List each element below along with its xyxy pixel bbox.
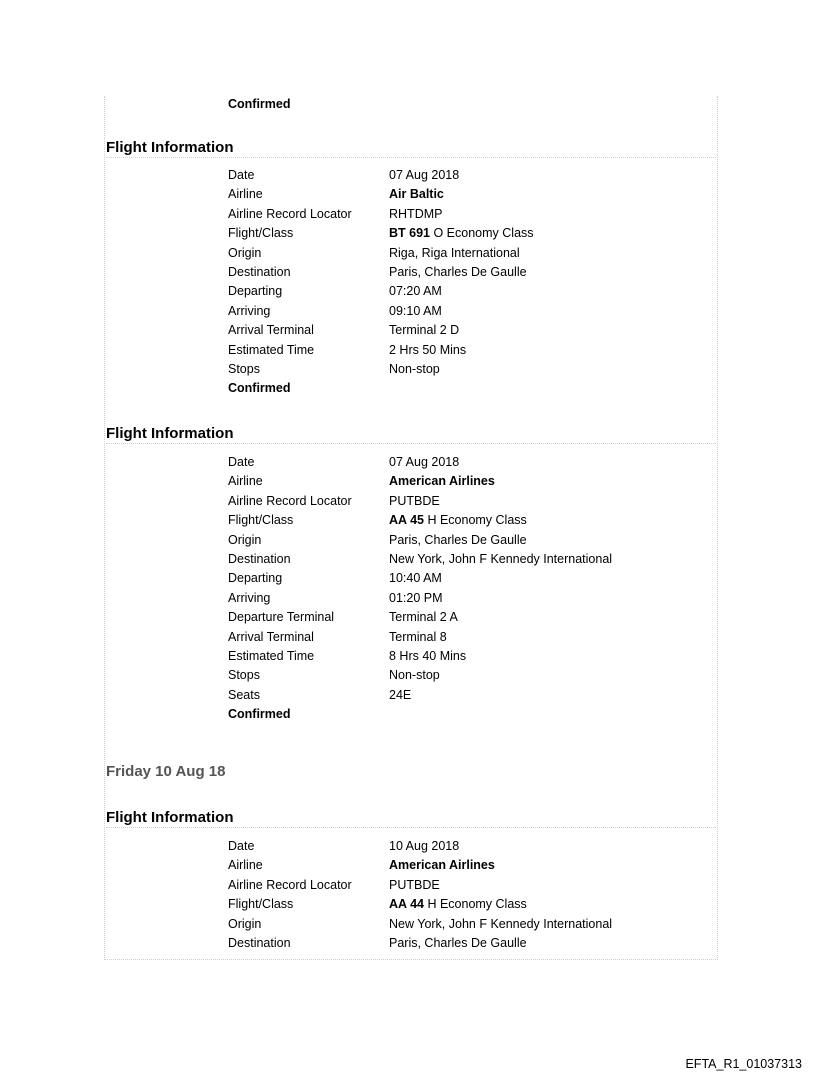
field-label-airline-record-locator: Airline Record Locator	[228, 207, 352, 221]
field-label-destination: Destination	[228, 552, 291, 566]
field-value-date: 10 Aug 2018	[389, 839, 460, 853]
field-value-airline: American Airlines	[389, 474, 495, 488]
field-label-arriving: Arriving	[228, 591, 271, 605]
booking-class: H Economy Class	[427, 897, 527, 911]
field-label-stops: Stops	[228, 362, 260, 376]
field-label-seats: Seats	[228, 688, 260, 702]
field-value-departure-terminal: Terminal 2 A	[389, 610, 458, 624]
field-label-airline: Airline	[228, 858, 263, 872]
footer-document-id: EFTA_R1_01037313	[685, 1057, 802, 1071]
field-label-airline: Airline	[228, 474, 263, 488]
field-label-date: Date	[228, 168, 255, 182]
field-label-date: Date	[228, 455, 255, 469]
field-label-arriving: Arriving	[228, 304, 271, 318]
field-value-destination: Paris, Charles De Gaulle	[389, 936, 527, 950]
field-value-arrival-terminal: Terminal 8	[389, 630, 447, 644]
field-label-arrival-terminal: Arrival Terminal	[228, 323, 314, 337]
field-label-departure-terminal: Departure Terminal	[228, 610, 335, 624]
field-value-arriving: 01:20 PM	[389, 591, 443, 605]
field-value-destination: New York, John F Kennedy International	[389, 552, 613, 566]
field-label-flight-class: Flight/Class	[228, 226, 294, 240]
field-value-flight-class	[389, 512, 527, 528]
field-value-airline-record-locator: RHTDMP	[389, 207, 443, 221]
field-label-destination: Destination	[228, 936, 291, 950]
field-label-origin: Origin	[228, 533, 262, 547]
field-value-origin: Paris, Charles De Gaulle	[389, 533, 527, 547]
field-label-flight-class: Flight/Class	[228, 513, 294, 527]
field-value-departing: 10:40 AM	[389, 571, 442, 585]
field-label-flight-class: Flight/Class	[228, 897, 294, 911]
flight-number: BT 691	[389, 226, 430, 240]
field-label-airline-record-locator: Airline Record Locator	[228, 878, 352, 892]
field-label-date: Date	[228, 839, 255, 853]
field-label-airline: Airline	[228, 187, 263, 201]
field-value-date: 07 Aug 2018	[389, 168, 460, 182]
booking-class: O Economy Class	[433, 226, 534, 240]
flight-info-heading: Flight Information	[106, 138, 716, 158]
field-value-flight-class	[389, 896, 527, 912]
flight-info-heading: Flight Information	[106, 424, 716, 444]
field-label-arrival-terminal: Arrival Terminal	[228, 630, 314, 644]
field-label-estimated-time: Estimated Time	[228, 649, 315, 663]
field-value-airline: American Airlines	[389, 858, 495, 872]
field-value-arriving: 09:10 AM	[389, 304, 442, 318]
flight-info-heading: Flight Information	[106, 808, 716, 828]
booking-class: H Economy Class	[427, 513, 527, 527]
field-value-stops: Non-stop	[389, 668, 440, 682]
top-status: Confirmed	[228, 97, 291, 111]
field-label-stops: Stops	[228, 668, 260, 682]
field-value-arrival-terminal: Terminal 2 D	[389, 323, 460, 337]
field-value-date: 07 Aug 2018	[389, 455, 460, 469]
segment-status: Confirmed	[228, 381, 291, 395]
field-value-airline: Air Baltic	[389, 187, 444, 201]
segment-status: Confirmed	[228, 707, 291, 721]
field-label-departing: Departing	[228, 284, 283, 298]
field-value-airline-record-locator: PUTBDE	[389, 878, 440, 892]
day-heading: Friday 10 Aug 18	[106, 763, 226, 780]
flight-number: AA 45	[389, 513, 424, 527]
field-value-estimated-time: 8 Hrs 40 Mins	[389, 649, 467, 663]
field-label-departing: Departing	[228, 571, 283, 585]
field-label-estimated-time: Estimated Time	[228, 343, 315, 357]
field-value-seats: 24E	[389, 688, 412, 702]
field-value-destination: Paris, Charles De Gaulle	[389, 265, 527, 279]
field-label-airline-record-locator: Airline Record Locator	[228, 494, 352, 508]
field-value-origin: Riga, Riga International	[389, 246, 520, 260]
field-label-origin: Origin	[228, 917, 262, 931]
field-value-origin: New York, John F Kennedy International	[389, 917, 613, 931]
field-label-destination: Destination	[228, 265, 291, 279]
field-label-origin: Origin	[228, 246, 262, 260]
field-value-departing: 07:20 AM	[389, 284, 442, 298]
flight-number: AA 44	[389, 897, 424, 911]
field-value-airline-record-locator: PUTBDE	[389, 494, 440, 508]
field-value-stops: Non-stop	[389, 362, 440, 376]
field-value-flight-class	[389, 225, 534, 241]
field-value-estimated-time: 2 Hrs 50 Mins	[389, 343, 467, 357]
